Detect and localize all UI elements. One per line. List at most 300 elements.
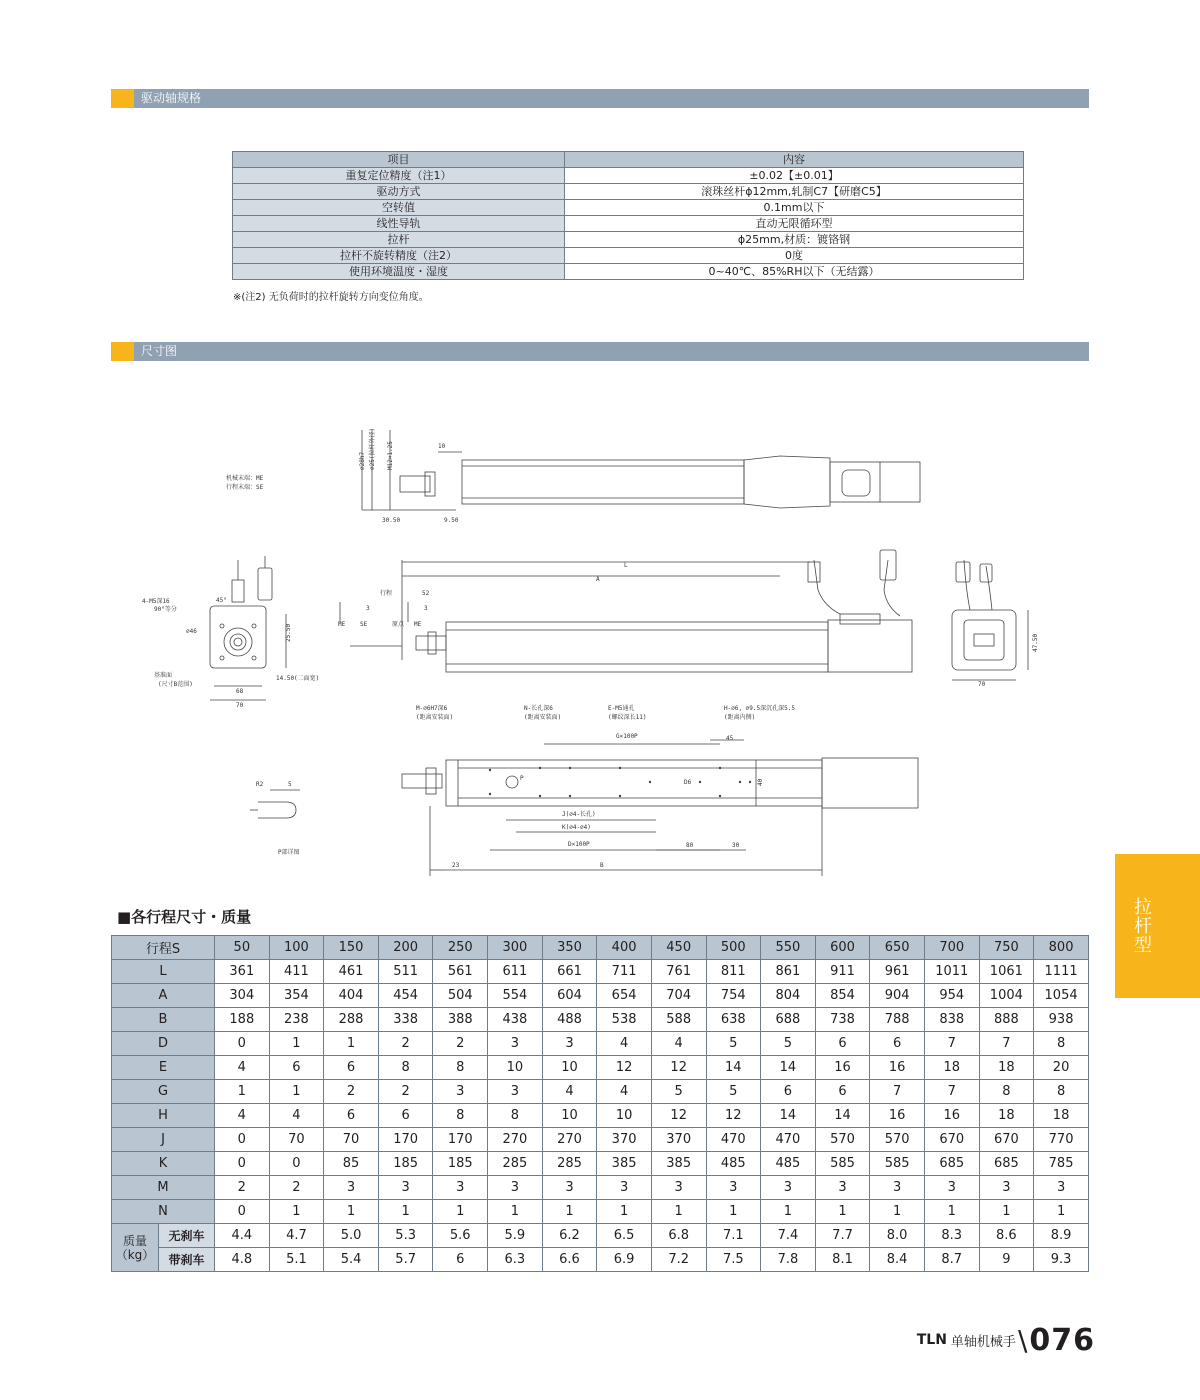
dim-cell: 1 [870,1200,925,1224]
dim-cell: 585 [815,1152,870,1176]
dim-cell: 304 [215,984,270,1008]
dim-cell: 838 [924,1008,979,1032]
dim-cell: 285 [542,1152,597,1176]
label-dim-40: 40 [757,778,764,786]
label-dia-25: ∅25(拉杆外径) [369,427,376,470]
dim-cell: 638 [706,1008,761,1032]
dim-cell: 1 [542,1200,597,1224]
dim-cell: 7 [924,1080,979,1104]
dim-cell: 18 [1034,1104,1089,1128]
label-dim-52: 52 [422,590,430,597]
dim-cell: 538 [597,1008,652,1032]
label-dim-l: L [624,562,628,569]
dim-cell: 4 [215,1104,270,1128]
dim-cell: 861 [761,960,816,984]
mass-cell: 8.6 [979,1224,1034,1248]
dim-cell: 8 [979,1080,1034,1104]
mass-cell: 5.6 [433,1224,488,1248]
dim-cell: 5 [706,1080,761,1104]
dim-cell: 1 [433,1200,488,1224]
dim-cell: 685 [924,1152,979,1176]
dim-cell: 3 [542,1032,597,1056]
dim-cell: 470 [706,1128,761,1152]
dim-cell: 788 [870,1008,925,1032]
dim-cell: 10 [542,1104,597,1128]
dim-cell: 18 [979,1056,1034,1080]
spec-item: 重复定位精度（注1） [233,168,565,184]
stroke-value: 250 [433,936,488,960]
mass-row [112,1248,1089,1272]
dimension-drawing [140,410,1050,880]
spec-value: ±0.02【±0.01】 [565,168,1024,184]
mass-row-label: 带刹车 [159,1248,215,1272]
dim-row-label: N [112,1200,215,1224]
dim-cell: 1 [324,1200,379,1224]
dimension-table-title: ■各行程尺寸・质量 [117,908,252,926]
dim-cell: 611 [488,960,543,984]
dim-cell: 738 [815,1008,870,1032]
spec-value: 滚珠丝杆ϕ12mm,轧制C7【研磨C5】 [565,184,1024,200]
p-detail [250,790,300,818]
dim-cell: 6 [815,1032,870,1056]
dim-cell: 0 [215,1128,270,1152]
dim-cell: 1 [761,1200,816,1224]
dim-cell: 370 [597,1128,652,1152]
dim-cell: 6 [269,1056,324,1080]
label-p-detail: P部详图 [278,849,300,856]
dim-cell: 3 [488,1080,543,1104]
mass-cell: 6.5 [597,1224,652,1248]
dim-row-label: M [112,1176,215,1200]
label-m12: M12×1.25 [387,441,394,470]
dim-cell: 911 [815,960,870,984]
label-g100p: G×100P [616,733,638,740]
mass-cell: 4.7 [269,1224,324,1248]
dim-cell: 1061 [979,960,1034,984]
label-d6: D6 [684,779,692,786]
dim-cell: 3 [542,1176,597,1200]
label-se: SE [360,621,368,628]
spec-row [233,200,1024,216]
dim-cell: 485 [706,1152,761,1176]
dim-cell: 670 [979,1128,1034,1152]
label-m-holes: M-∅6H7深6 [416,705,448,712]
mass-cell: 8.7 [924,1248,979,1272]
dim-cell: 285 [488,1152,543,1176]
dim-cell: 4 [597,1080,652,1104]
mass-cell: 8.3 [924,1224,979,1248]
dim-row-label: J [112,1128,215,1152]
label-ref-face: 基准面 [154,672,173,679]
footer-subtitle: 单轴机械手 [950,1334,1016,1350]
dim-cell: 12 [651,1104,706,1128]
dim-cell: 2 [378,1032,433,1056]
label-j: J(∅4-长孔) [562,811,596,818]
dim-cell: 10 [488,1056,543,1080]
dim-cell: 1054 [1034,984,1089,1008]
dim-cell: 1 [269,1200,324,1224]
mass-cell: 6 [433,1248,488,1272]
label-dim-45: 45 [726,735,734,742]
dim-cell: 8 [1034,1080,1089,1104]
spec-row [233,232,1024,248]
dim-cell: 370 [651,1128,706,1152]
mass-cell: 7.7 [815,1224,870,1248]
dim-cell: 288 [324,1008,379,1032]
dim-cell: 670 [924,1128,979,1152]
dim-cell: 1 [269,1032,324,1056]
dim-cell: 0 [215,1152,270,1176]
dim-cell: 2 [324,1080,379,1104]
label-dim-10: 10 [438,443,446,450]
stroke-value: 800 [1034,936,1089,960]
section-bar-spec [111,89,1089,108]
label-d100p: D×100P [568,841,590,848]
dim-cell: 888 [979,1008,1034,1032]
label-m5-holes: 4-M5深16 [142,598,170,605]
section-accent [111,342,134,361]
dim-cell: 238 [269,1008,324,1032]
mass-cell: 8.1 [815,1248,870,1272]
spec-header-item: 项目 [233,152,565,168]
label-stroke: 行程 [380,590,393,597]
spec-row [233,216,1024,232]
dim-cell: 270 [488,1128,543,1152]
dim-cell: 16 [870,1056,925,1080]
dim-cell: 4 [597,1032,652,1056]
stroke-value: 100 [269,936,324,960]
dim-cell: 0 [215,1032,270,1056]
mass-cell: 8.0 [870,1224,925,1248]
dim-cell: 1 [706,1200,761,1224]
mass-cell: 5.1 [269,1248,324,1272]
mass-cell: 6.3 [488,1248,543,1272]
spec-row [233,184,1024,200]
dim-cell: 411 [269,960,324,984]
dim-cell: 8 [433,1104,488,1128]
dim-cell: 85 [324,1152,379,1176]
label-k: K(∅4-∅4) [562,824,591,831]
dim-cell: 470 [761,1128,816,1152]
dim-row [112,960,1089,984]
dim-cell: 16 [924,1104,979,1128]
dim-cell: 488 [542,1008,597,1032]
dim-cell: 3 [488,1032,543,1056]
side-tab [1115,854,1200,998]
label-origin: 原点 [392,621,405,628]
dim-cell: 1 [1034,1200,1089,1224]
stroke-value: 150 [324,936,379,960]
dim-cell: 804 [761,984,816,1008]
dim-cell: 185 [433,1152,488,1176]
dim-row-label: E [112,1056,215,1080]
dim-cell: 854 [815,984,870,1008]
dim-cell: 1 [979,1200,1034,1224]
dim-cell: 3 [597,1176,652,1200]
mass-cell: 8.9 [1034,1224,1089,1248]
dim-cell: 1 [924,1200,979,1224]
stroke-value: 50 [215,936,270,960]
spec-item: 拉杆不旋转精度（注2） [233,248,565,264]
dim-cell: 1004 [979,984,1034,1008]
dim-cell: 685 [979,1152,1034,1176]
section-accent [111,89,134,108]
dim-cell: 8 [378,1056,433,1080]
dim-cell: 6 [378,1104,433,1128]
dim-cell: 20 [1034,1056,1089,1080]
dim-cell: 3 [870,1176,925,1200]
mass-cell: 4.4 [215,1224,270,1248]
dim-cell: 188 [215,1008,270,1032]
label-h-holes-sub: (距离内侧) [724,714,756,721]
spec-row [233,168,1024,184]
dim-cell: 3 [924,1176,979,1200]
dim-cell: 904 [870,984,925,1008]
stroke-value: 350 [542,936,597,960]
dim-cell: 961 [870,960,925,984]
spec-item: 空转值 [233,200,565,216]
dim-cell: 18 [979,1104,1034,1128]
dim-cell: 3 [324,1176,379,1200]
dim-cell: 811 [706,960,761,984]
dim-cell: 3 [433,1176,488,1200]
spec-value: 0~40℃、85%RH以下（无结露） [565,264,1024,280]
dim-row-label: B [112,1008,215,1032]
dim-cell: 70 [269,1128,324,1152]
dim-cell: 388 [433,1008,488,1032]
dim-cell: 10 [542,1056,597,1080]
label-h-holes: H-∅6, ∅9.5深沉孔深5.5 [724,705,795,712]
label-deg45: 45° [216,597,227,604]
dim-cell: 654 [597,984,652,1008]
label-dim-23: 23 [452,862,460,869]
mass-cell: 8.4 [870,1248,925,1272]
dim-cell: 2 [215,1176,270,1200]
mass-cell: 5.3 [378,1224,433,1248]
dim-row [112,1056,1089,1080]
dim-row [112,1008,1089,1032]
mass-cell: 5.9 [488,1224,543,1248]
stroke-value: 700 [924,936,979,960]
dim-cell: 385 [651,1152,706,1176]
label-e-holes-sub: (螺纹深长11) [608,714,647,721]
side-tab-label: 拉杆型 [1134,897,1152,956]
label-dim-70: 70 [236,702,244,709]
spec-value: ϕ25mm,材质：镀铬钢 [565,232,1024,248]
dim-row-label: A [112,984,215,1008]
label-dim-b: B [600,862,604,869]
dim-cell: 688 [761,1008,816,1032]
stroke-value: 500 [706,936,761,960]
mass-cell: 9.3 [1034,1248,1089,1272]
stroke-value: 650 [870,936,925,960]
label-ref-range: (尺寸B范围) [158,681,193,688]
label-dim-1450: 14.50(二面宽) [276,675,320,682]
section-title-drawing: 尺寸图 [141,344,178,358]
label-dim-5: 5 [288,781,292,788]
dim-row [112,1032,1089,1056]
dim-cell: 5 [706,1032,761,1056]
dim-cell: 585 [870,1152,925,1176]
dim-cell: 1 [269,1080,324,1104]
stroke-value: 200 [378,936,433,960]
mass-cell: 6.8 [651,1224,706,1248]
spec-item: 使用环境温度・湿度 [233,264,565,280]
dim-cell: 185 [378,1152,433,1176]
dimension-table [111,935,1089,1272]
dim-row [112,984,1089,1008]
spec-item: 线性导轨 [233,216,565,232]
dim-cell: 1 [324,1032,379,1056]
label-dim-3a: 3 [366,605,370,612]
dim-cell: 3 [979,1176,1034,1200]
label-dim-70b: 70 [978,681,986,688]
dim-header-row [112,936,1089,960]
dim-cell: 570 [870,1128,925,1152]
dim-cell: 4 [215,1056,270,1080]
stroke-value: 600 [815,936,870,960]
dim-cell: 3 [1034,1176,1089,1200]
dim-row-label: K [112,1152,215,1176]
dim-cell: 511 [378,960,433,984]
dim-cell: 704 [651,984,706,1008]
dim-cell: 3 [815,1176,870,1200]
dim-cell: 338 [378,1008,433,1032]
dim-cell: 438 [488,1008,543,1032]
mass-cell: 7.4 [761,1224,816,1248]
mass-cell: 6.6 [542,1248,597,1272]
spec-note: ※(注2) 无负荷时的拉杆旋转方向变位角度。 [233,292,429,303]
spec-table [232,151,1024,280]
mass-cell: 9 [979,1248,1034,1272]
spec-item: 拉杆 [233,232,565,248]
stroke-value: 400 [597,936,652,960]
dim-cell: 2 [269,1176,324,1200]
mass-cell: 7.1 [706,1224,761,1248]
label-dim-950: 9.50 [444,517,459,524]
label-dim-3b: 3 [424,605,428,612]
spec-header-row [233,152,1024,168]
dim-cell: 711 [597,960,652,984]
footer-brand: TLN [916,1332,947,1348]
label-se-end: 行程末端：SE [226,484,264,491]
dim-cell: 4 [651,1032,706,1056]
dim-cell: 404 [324,984,379,1008]
dim-row [112,1176,1089,1200]
dim-row [112,1080,1089,1104]
dim-cell: 16 [815,1056,870,1080]
dim-cell: 3 [378,1176,433,1200]
dim-row [112,1128,1089,1152]
end-view-right [952,560,1028,680]
dim-cell: 561 [433,960,488,984]
dim-cell: 170 [433,1128,488,1152]
dim-cell: 570 [815,1128,870,1152]
label-me: ME [338,621,346,628]
dim-cell: 6 [761,1080,816,1104]
dim-cell: 454 [378,984,433,1008]
dim-cell: 3 [488,1176,543,1200]
dim-cell: 7 [870,1080,925,1104]
dim-cell: 16 [870,1104,925,1128]
dim-cell: 12 [706,1104,761,1128]
dim-row-label: H [112,1104,215,1128]
spec-value: 0度 [565,248,1024,264]
spec-item: 驱动方式 [233,184,565,200]
label-e-holes: E-M5通孔 [608,705,635,712]
dim-cell: 8 [488,1104,543,1128]
dim-cell: 7 [979,1032,1034,1056]
dim-row-label: L [112,960,215,984]
dim-cell: 14 [706,1056,761,1080]
label-m-holes-sub: (距离安装面) [416,714,454,721]
dim-cell: 5 [761,1032,816,1056]
label-p: P [520,775,524,782]
dim-row [112,1104,1089,1128]
dim-cell: 954 [924,984,979,1008]
mass-cell: 7.2 [651,1248,706,1272]
mass-cell: 4.8 [215,1248,270,1272]
spec-row [233,264,1024,280]
dim-cell: 661 [542,960,597,984]
dim-cell: 485 [761,1152,816,1176]
dim-cell: 0 [215,1200,270,1224]
stroke-value: 450 [651,936,706,960]
dim-cell: 6 [324,1104,379,1128]
dim-cell: 8 [1034,1032,1089,1056]
mass-cell: 5.4 [324,1248,379,1272]
label-n-slots-sub: (距离安装面) [524,714,562,721]
label-dim-30: 30 [732,842,740,849]
dim-cell: 12 [597,1056,652,1080]
dim-cell: 1 [815,1200,870,1224]
label-dim-4750: 47.50 [1032,633,1039,652]
dim-row-label: D [112,1032,215,1056]
dim-cell: 1 [488,1200,543,1224]
dim-cell: 938 [1034,1008,1089,1032]
dim-cell: 3 [651,1176,706,1200]
dim-cell: 1 [215,1080,270,1104]
dim-cell: 761 [651,960,706,984]
stroke-value: 750 [979,936,1034,960]
page-number: 076 [1029,1322,1095,1358]
spec-value: 直动无限循环型 [565,216,1024,232]
dim-row-label: G [112,1080,215,1104]
dim-cell: 1 [651,1200,706,1224]
dim-cell: 0 [269,1152,324,1176]
mass-cell: 7.8 [761,1248,816,1272]
page-footer [917,1322,1095,1358]
label-r2: R2 [256,781,264,788]
section-title-spec: 驱动轴规格 [141,91,202,105]
dim-cell: 604 [542,984,597,1008]
dim-cell: 4 [269,1104,324,1128]
mass-cell: 6.2 [542,1224,597,1248]
top-view [362,427,920,510]
dim-cell: 361 [215,960,270,984]
label-n-slots: N-长孔深6 [524,705,553,712]
mass-cell: 5.0 [324,1224,379,1248]
dim-cell: 1011 [924,960,979,984]
dim-cell: 170 [378,1128,433,1152]
dim-cell: 4 [542,1080,597,1104]
label-dim-a: A [596,576,600,583]
label-dim-2550: 25.50 [285,623,292,642]
dim-cell: 8 [433,1056,488,1080]
label-dia-h7: ∅28h7 [359,451,366,470]
label-dim-68: 68 [236,688,244,695]
dim-cell: 14 [815,1104,870,1128]
